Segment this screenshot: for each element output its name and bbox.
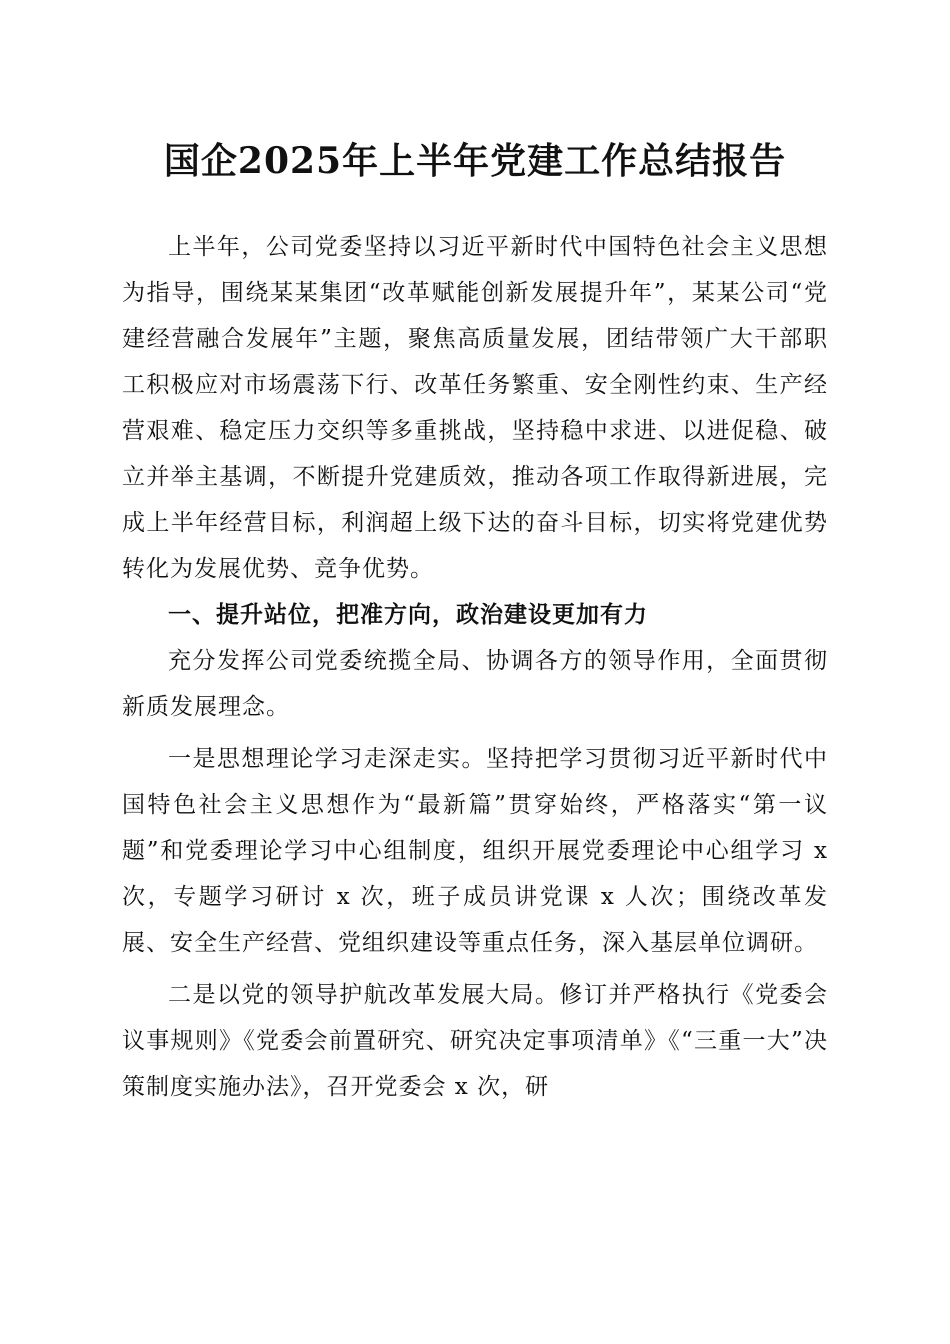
section-heading-1: 一、提升站位，把准方向，政治建设更加有力 <box>168 602 648 628</box>
item2-text: 修订并严格执行《党委会议事规则》《党委会前置研究、研究决定事项清单》《“三重一大”决策制度实施办法》，召开党委会 x 次，研 <box>122 982 829 1100</box>
document-title: 国企2025年上半年党建工作总结报告 <box>163 140 787 182</box>
section1-lead-paragraph: 充分发挥公司党委统揽全局、协调各方的领导作用，全面贯彻新质发展理念。 <box>122 648 828 720</box>
item2-lead-in: 二是以党的领导护航改革发展大局。 <box>168 982 560 1008</box>
intro-paragraph: 上半年，公司党委坚持以习近平新时代中国特色社会主义思想为指导，围绕某某集团“改革赋能创新发展提升年”，某某公司“党建经营融合发展年”主题，聚焦高质量发展，团结带领广大干部职工积极应对市场震荡下行、改革任务繁重、安全刚性约束、生产经营艰难、稳定压力交织等多重挑战，坚持稳中求进、以进促稳、破立并举主基调，不断提升党建质效，推动各项工作取得新进展，完成上半年经营目标，利润超上级下达的奋斗目标，切实将党建优势转化为发展优势、竞争优势。 <box>122 234 828 582</box>
document-body <box>122 224 828 1110</box>
item1-lead-in: 一是思想理论学习走深走实。 <box>168 746 486 772</box>
section1-item1-paragraph <box>122 736 828 966</box>
section1-item2-paragraph <box>122 972 828 1110</box>
item1-text: 坚持把学习贯彻习近平新时代中国特色社会主义思想作为“最新篇”贯穿始终，严格落实“第一议题”和党委理论学习中心组制度，组织开展党委理论中心组学习 x 次，专题学习研讨 x 次，班子成员讲党课 x 人次；围绕改革发展、安全生产经营、党组织建设等重点任务，深入基层单位调研。 <box>122 746 829 956</box>
